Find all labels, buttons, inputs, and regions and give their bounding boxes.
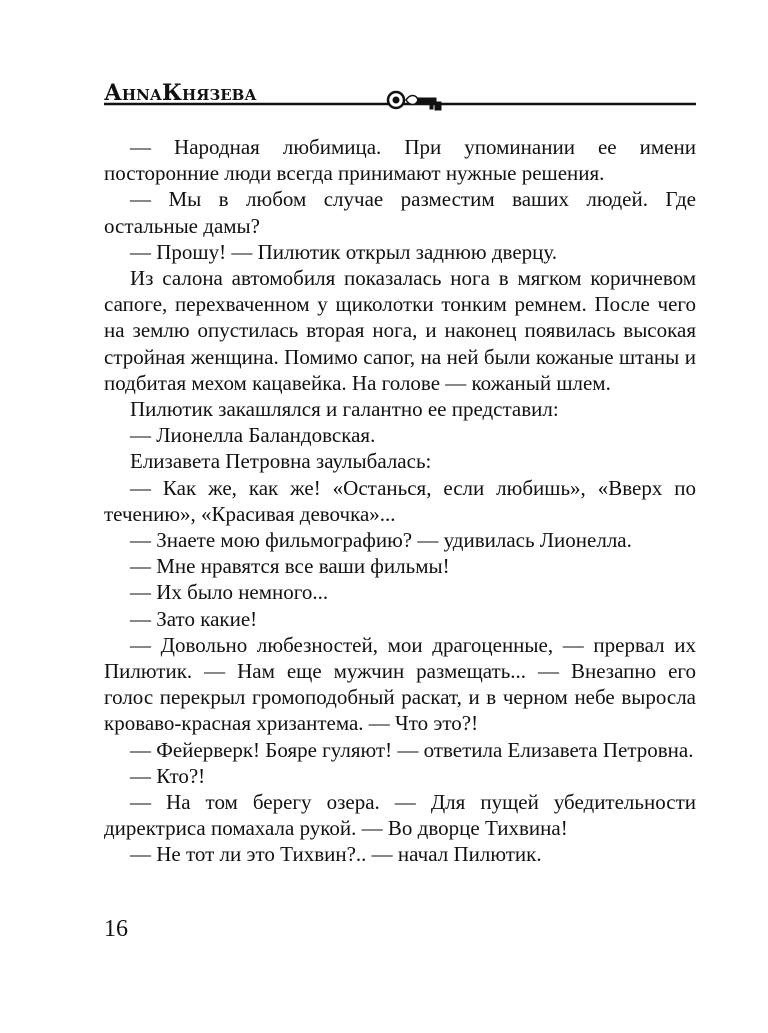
- paragraph: — Кто?!: [130, 763, 206, 788]
- paragraph: — Не тот ли это Тихвин?.. — начал Пилютик.: [130, 842, 542, 867]
- paragraph: Елизавета Петровна заулыбалась:: [130, 449, 432, 474]
- paragraph: — Довольно любезностей, мои драгоценные, — прервал их Пилютик. — Нам еще мужчин размещать... — Внезапно его голос перекрыл громоподобный раскат, и в черном небе выросла кроваво-красная хризантема. — Что это?!: [104, 632, 696, 736]
- paragraph: — Мне нравятся все ваши фильмы!: [130, 554, 450, 579]
- running-head-author: АнnаКнязева: [104, 80, 257, 106]
- paragraph: — На том берегу озера. — Для пущей убедительности директриса помахала рукой. — Во дворце Тихвина!: [104, 790, 696, 841]
- paragraph: Пилютик закашлялся и галантно ее представил:: [130, 397, 559, 422]
- body-text: [104, 134, 696, 868]
- paragraph: — Знаете мою фильмографию? — удивилась Лионелла.: [130, 528, 632, 553]
- paragraph: — Лионелла Баландовская.: [130, 423, 376, 448]
- paragraph: Из салона автомобиля показалась нога в мягком коричневом сапоге, перехваченном у щиколотки тонким ремнем. После чего на землю опустилась вторая нога, и наконец появилась высокая стройная женщина. Помимо сапог, на ней были кожаные штаны и подбитая мехом кацавейка. На голове — кожаный шлем.: [104, 266, 696, 395]
- paragraph: — Прошу! — Пилютик открыл заднюю дверцу.: [130, 239, 558, 264]
- paragraph: — Зато какие!: [130, 606, 258, 631]
- key-icon: [104, 88, 696, 118]
- page-number: 16: [104, 916, 128, 942]
- paragraph: — Мы в любом случае разместим ваших людей. Где остальные дамы?: [104, 187, 696, 238]
- paragraph: — Фейерверк! Бояре гуляют! — ответила Елизавета Петровна.: [130, 737, 694, 762]
- paragraph: — Народная любимица. При упоминании ее имени посторонние люди всегда принимают нужные решения.: [104, 135, 696, 186]
- paragraph: — Как же, как же! «Останься, если любишь», «Вверх по течению», «Красивая девочка»...: [104, 475, 696, 526]
- paragraph: — Их было немного...: [130, 580, 329, 605]
